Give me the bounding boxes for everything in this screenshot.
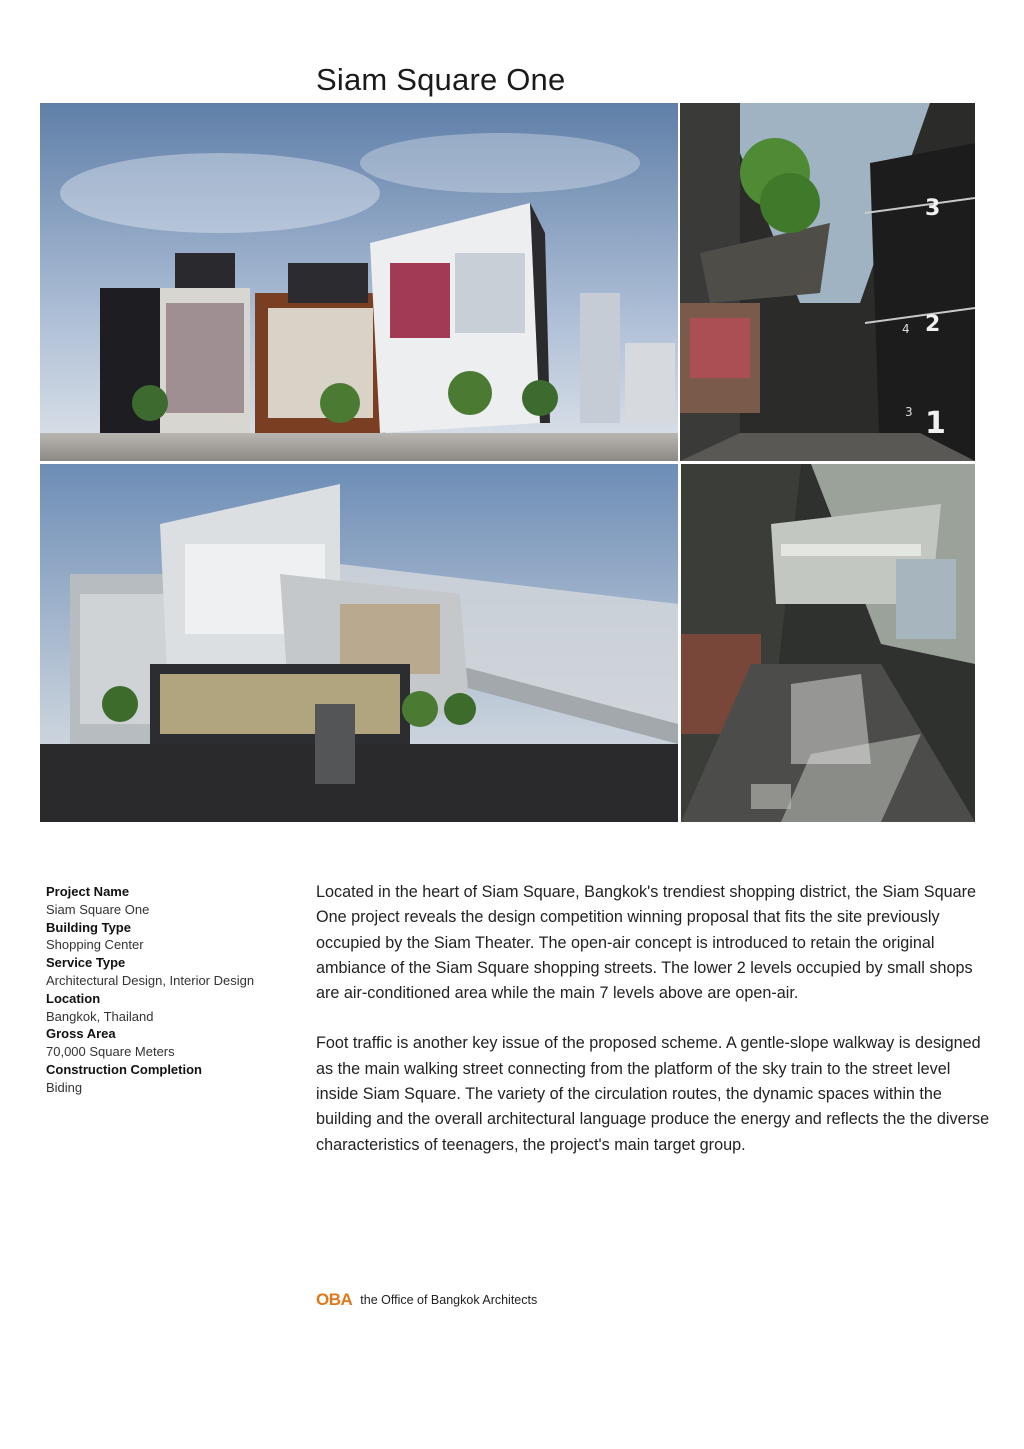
interior-escalator-photo [681, 464, 975, 822]
footer [316, 1290, 537, 1310]
spec-value-service-type: Architectural Design, Interior Design [46, 972, 255, 988]
floor-number-4: 4 [902, 322, 910, 336]
spec-value-building-type: Shopping Center [46, 937, 144, 953]
spec-value-project-name: Siam Square One [46, 901, 150, 917]
description-paragraph-1: Located in the heart of Siam Square, Bangkok's trendiest shopping district, the Siam Square One project reveals the design competition winning proposal that fits the site previously occupied by the Siam Theater. The open-air concept is introduced to retain the original ambiance of the Siam Square shopping streets. The lower 2 levels occupied by small shops are air-conditioned area while the main 7 levels above are open-air. [316, 883, 976, 1003]
skytrain-side-rendering-photo [40, 464, 678, 822]
project-description [316, 880, 992, 1183]
spec-label-location: Location [46, 990, 101, 1006]
spec-label-construction-completion: Construction Completion [46, 1061, 202, 1077]
oba-logo: OBA [316, 1290, 353, 1309]
project-specs [46, 883, 296, 1097]
spec-label-building-type: Building Type [46, 919, 131, 935]
exterior-rendering-photo [40, 103, 678, 461]
floor-number-3: 3 [925, 196, 941, 221]
spec-label-gross-area: Gross Area [46, 1026, 116, 1042]
footer-company-name: the Office of Bangkok Architects [360, 1293, 538, 1307]
spec-label-service-type: Service Type [46, 955, 126, 971]
spec-value-location: Bangkok, Thailand [46, 1008, 154, 1024]
floor-number-3b: 3 [905, 405, 913, 419]
spec-value-construction-completion: Biding [46, 1079, 83, 1095]
page-title: Siam Square One [316, 62, 566, 97]
atrium-walkway-photo [680, 103, 975, 461]
spec-value-gross-area: 70,000 Square Meters [46, 1044, 175, 1060]
description-paragraph-2: Foot traffic is another key issue of the proposed scheme. A gentle-slope walkway is designed as the main walking street connecting from the platform of the sky train to the street level inside Siam Square. The variety of the circulation routes, the dynamic spaces within the building and the overall architectural language produce the energy and reflects the the diverse characteristics of teenagers, the project's main target group. [316, 1034, 990, 1154]
floor-number-1: 1 [925, 406, 946, 441]
floor-number-2: 2 [925, 312, 941, 337]
spec-label-project-name: Project Name [46, 884, 130, 899]
